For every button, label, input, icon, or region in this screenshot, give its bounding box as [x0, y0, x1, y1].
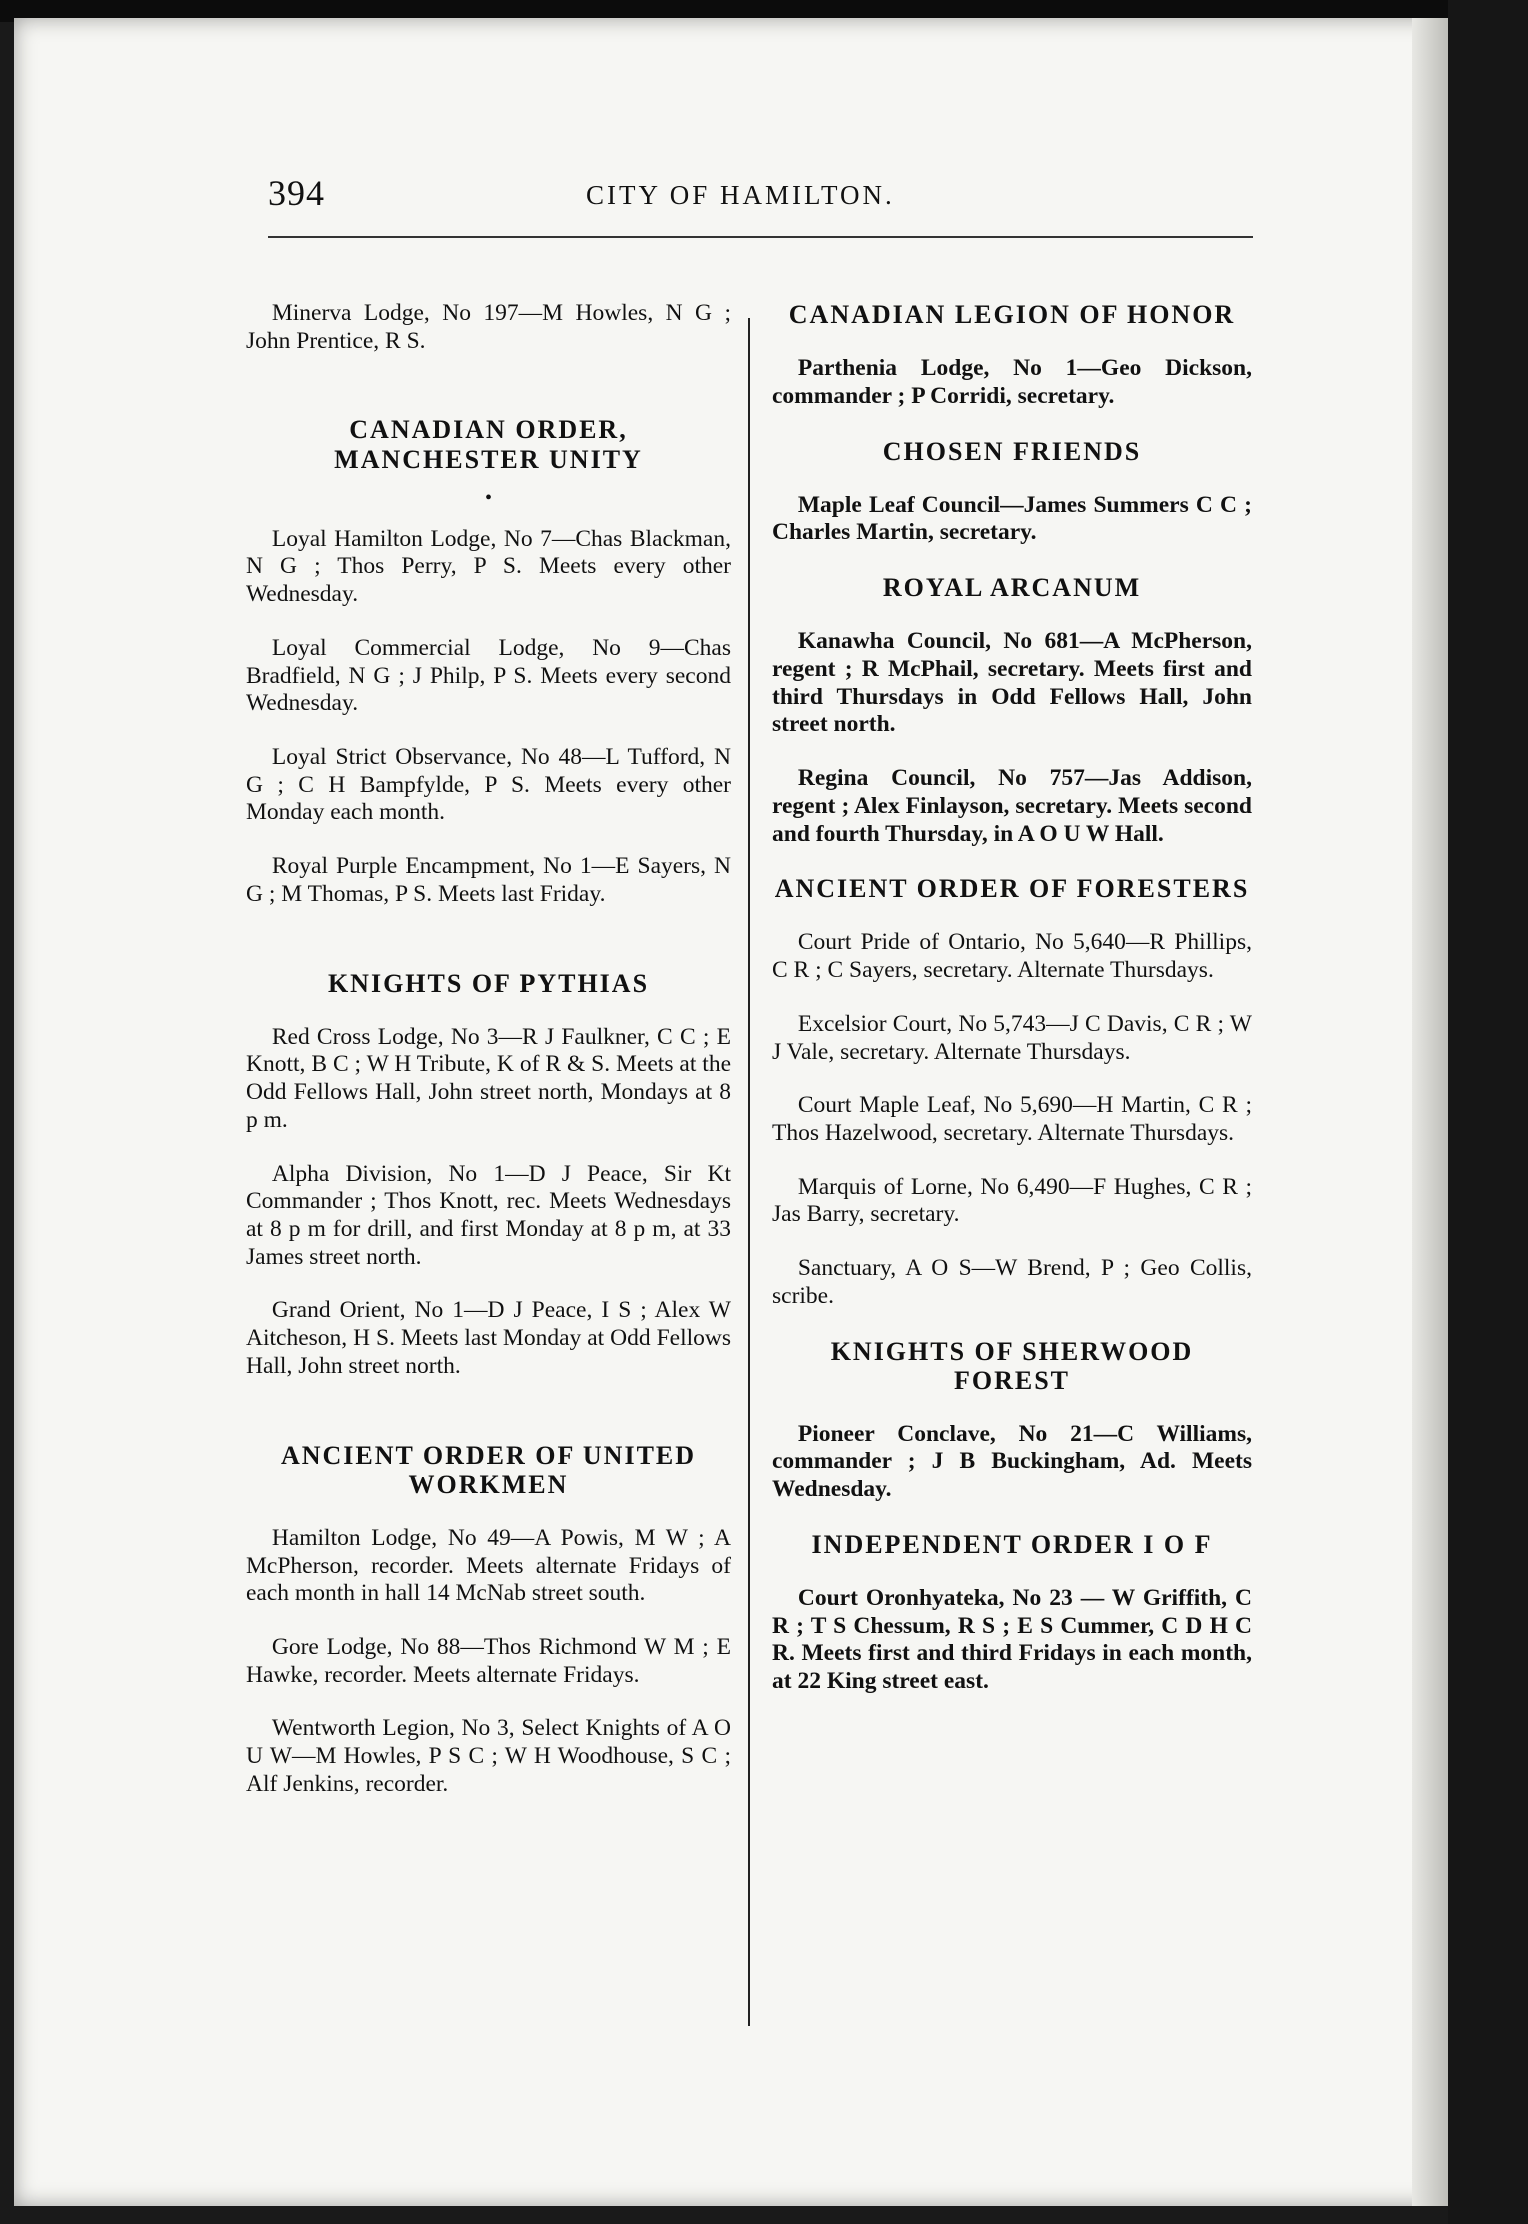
section-heading: KNIGHTS OF PYTHIAS — [327, 968, 650, 998]
entry: Court Pride of Ontario, No 5,640—R Phillips, C R ; C Sayers, secretary. Alternate Thursdays. — [772, 929, 1252, 984]
header-rule — [268, 236, 1253, 238]
ornament-dot: • — [484, 486, 492, 509]
entry: Court Maple Leaf, No 5,690—H Martin, C R ; Thos Hazelwood, secretary. Alternate Thursdays. — [772, 1092, 1252, 1146]
section-heading: CHOSEN FRIENDS — [882, 436, 1142, 466]
page-number: 394 — [268, 173, 325, 213]
entry: Pioneer Conclave, No 21—C Williams, commander ; J B Buckingham, Ad. Meets Wednesday. — [772, 1420, 1252, 1503]
right-column — [772, 300, 1252, 1722]
section-heading: INDEPENDENT ORDER I O F — [811, 1529, 1213, 1559]
entry: Gore Lodge, No 88—Thos Richmond W M ; E Hawke, recorder. Meets alternate Fridays. — [246, 1633, 731, 1688]
section-heading: ROYAL ARCANUM — [882, 573, 1142, 603]
scan-right-edge — [1448, 0, 1528, 2224]
entry: Royal Purple Encampment, No 1—E Sayers, N G ; M Thomas, P S. Meets last Friday. — [246, 853, 731, 907]
entry: Loyal Hamilton Lodge, No 7—Chas Blackman, N G ; Thos Perry, P S. Meets every other Wednesday. — [246, 525, 731, 608]
entry: Excelsior Court, No 5,743—J C Davis, C R ; W J Vale, secretary. Alternate Thursdays. — [772, 1010, 1252, 1065]
entry: Minerva Lodge, No 197—M Howles, N G ; John Prentice, R S. — [246, 300, 731, 354]
section-heading: ANCIENT ORDER OF FORESTERS — [774, 874, 1250, 904]
section-heading: CANADIAN LEGION OF HONOR — [788, 300, 1236, 329]
entry: Hamilton Lodge, No 49—A Powis, M W ; A McPherson, recorder. Meets alternate Fridays of each month in hall 14 McNab street south. — [246, 1524, 731, 1607]
entry: Alpha Division, No 1—D J Peace, Sir Kt Commander ; Thos Knott, rec. Meets Wednesdays at 8 p m for drill, and first Monday at 8 p m, at 33 James street north. — [246, 1160, 731, 1270]
entry: Sanctuary, A O S—W Brend, P ; Geo Collis, scribe. — [772, 1255, 1252, 1309]
entry: Wentworth Legion, No 3, Select Knights of A O U W—M Howles, P S C ; W H Woodhouse, S C ; Alf Jenkins, recorder. — [246, 1715, 731, 1797]
entry: Red Cross Lodge, No 3—R J Faulkner, C C ; E Knott, B C ; W H Tribute, K of R & S. Meets at the Odd Fellows Hall, John street north, Mondays at 8 p m. — [246, 1023, 731, 1133]
entry: Kanawha Council, No 681—A McPherson, regent ; R McPhail, secretary. Meets first and third Thursdays in Odd Fellows Hall, John street north. — [772, 628, 1252, 738]
column-divider — [748, 318, 750, 2026]
entry: Regina Council, No 757—Jas Addison, regent ; Alex Finlayson, secretary. Meets second and fourth Thursday, in A O U W Hall. — [772, 765, 1252, 847]
page-header — [268, 172, 1258, 220]
page-fold-shadow — [1412, 18, 1448, 2206]
section-heading: CANADIAN ORDER, MANCHESTER UNITY — [334, 415, 643, 474]
entry: Parthenia Lodge, No 1—Geo Dickson, commander ; P Corridi, secretary. — [772, 355, 1252, 409]
section-heading: KNIGHTS OF SHERWOOD FOREST — [830, 1336, 1194, 1395]
left-column — [246, 300, 731, 1825]
entry: Marquis of Lorne, No 6,490—F Hughes, C R ; Jas Barry, secretary. — [772, 1173, 1252, 1228]
entry: Court Oronhyateka, No 23 — W Griffith, C R ; T S Chessum, R S ; E S Cummer, C D H C R. Meets first and third Fridays in each month, at 22 King street east. — [772, 1585, 1252, 1695]
entry: Loyal Strict Observance, No 48—L Tufford, N G ; C H Bampfylde, P S. Meets every other Monday each month. — [246, 743, 731, 826]
entry: Loyal Commercial Lodge, No 9—Chas Bradfield, N G ; J Philp, P S. Meets every second Wednesday. — [246, 634, 731, 717]
entry: Maple Leaf Council—James Summers C C ; Charles Martin, secretary. — [772, 491, 1252, 546]
running-title: CITY OF HAMILTON. — [586, 180, 895, 210]
section-heading: ANCIENT ORDER OF UNITED WORKMEN — [280, 1440, 697, 1499]
entry: Grand Orient, No 1—D J Peace, I S ; Alex W Aitcheson, H S. Meets last Monday at Odd Fellows Hall, John street north. — [246, 1297, 731, 1379]
